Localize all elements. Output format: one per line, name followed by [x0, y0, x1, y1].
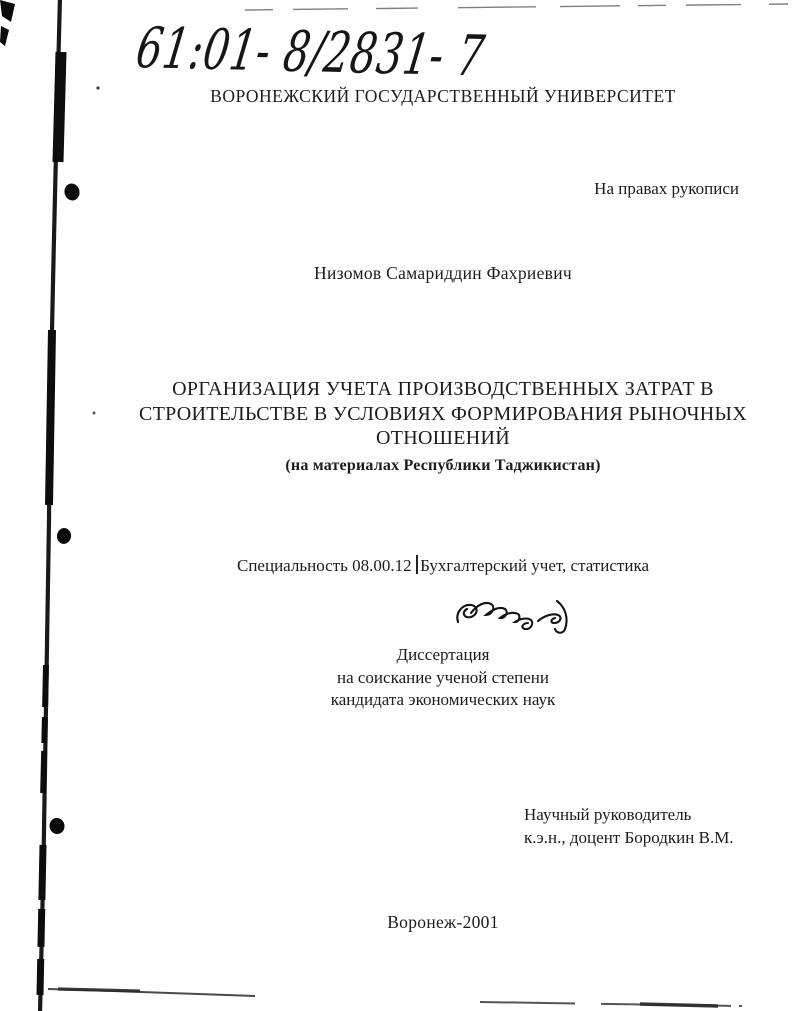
specialty-line — [93, 555, 793, 576]
specialty-separator-tick — [416, 555, 419, 574]
author-name: Низомов Самариддин Фахриевич — [314, 263, 572, 283]
title-line-3: ОТНОШЕНИЙ — [376, 427, 510, 449]
supervisor-block — [524, 803, 734, 849]
city-year: Воронеж-2001 — [387, 912, 499, 932]
thesis-line-1: Диссертация — [396, 645, 490, 664]
specialty-field: Бухгалтерский учет, статистика — [420, 556, 649, 575]
signature-scribble — [446, 592, 582, 640]
scan-edge-lines — [48, 4, 788, 1006]
supervisor-name: к.э.н., доцент Бородкин В.М. — [524, 828, 734, 847]
title-subtitle: (на материалах Республики Таджикистан) — [285, 456, 601, 474]
thesis-degree-block — [93, 644, 793, 712]
dissertation-title — [93, 377, 793, 478]
scan-binding-strip — [40, 0, 61, 1011]
catalog-number-handwritten: 61:01- 8/2831- 7 — [132, 16, 489, 90]
title-line-1: ОРГАНИЗАЦИЯ УЧЕТА ПРОИЗВОДСТВЕННЫХ ЗАТРАТ В — [172, 378, 714, 400]
supervisor-label: Научный руководитель — [524, 805, 692, 824]
ink-blob — [0, 0, 100, 835]
university-name: ВОРОНЕЖСКИЙ ГОСУДАРСТВЕННЫЙ УНИВЕРСИТЕТ — [210, 86, 676, 106]
thesis-line-2: на соискание ученой степени — [336, 667, 550, 687]
title-line-2: СТРОИТЕЛЬСТВЕ В УСЛОВИЯХ ФОРМИРОВАНИЯ РЫНОЧНЫХ — [138, 402, 748, 425]
manuscript-rights-note: На правах рукописи — [594, 179, 739, 198]
thesis-line-3: кандидата экономических наук — [330, 690, 556, 709]
specialty-label: Специальность 08.00.12 — [236, 556, 412, 575]
